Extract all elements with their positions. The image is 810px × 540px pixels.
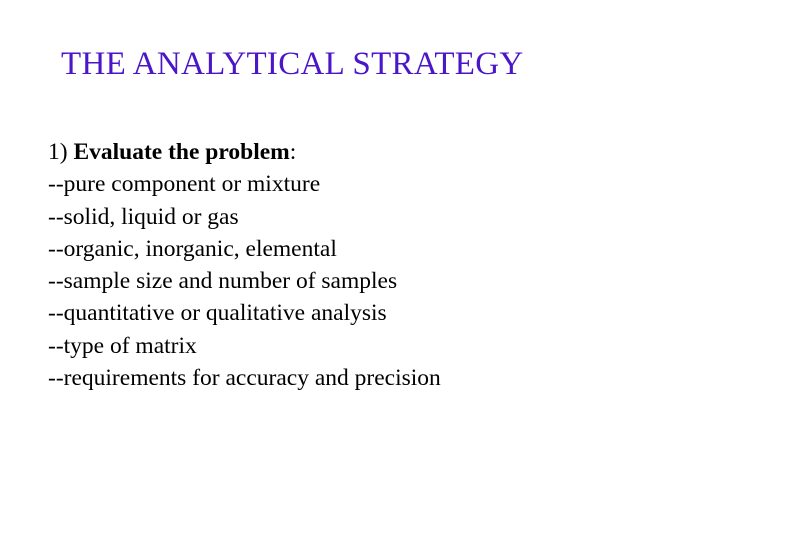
list-item: --type of matrix <box>48 332 197 359</box>
step-heading <box>48 136 441 168</box>
list-item: --organic, inorganic, elemental <box>48 235 337 262</box>
list-item: --solid, liquid or gas <box>48 203 239 230</box>
list-item: --pure component or mixture <box>48 171 321 198</box>
step-suffix: : <box>289 139 297 165</box>
list-item: --sample size and number of samples <box>48 268 398 295</box>
step-label: Evaluate the problem <box>73 139 290 165</box>
criteria-list <box>48 168 441 394</box>
list-item: --quantitative or qualitative analysis <box>48 300 387 327</box>
step-number: 1) <box>48 139 68 165</box>
list-item: --requirements for accuracy and precision <box>48 365 441 392</box>
slide-title: THE ANALYTICAL STRATEGY <box>61 46 524 82</box>
slide-body <box>48 136 441 394</box>
